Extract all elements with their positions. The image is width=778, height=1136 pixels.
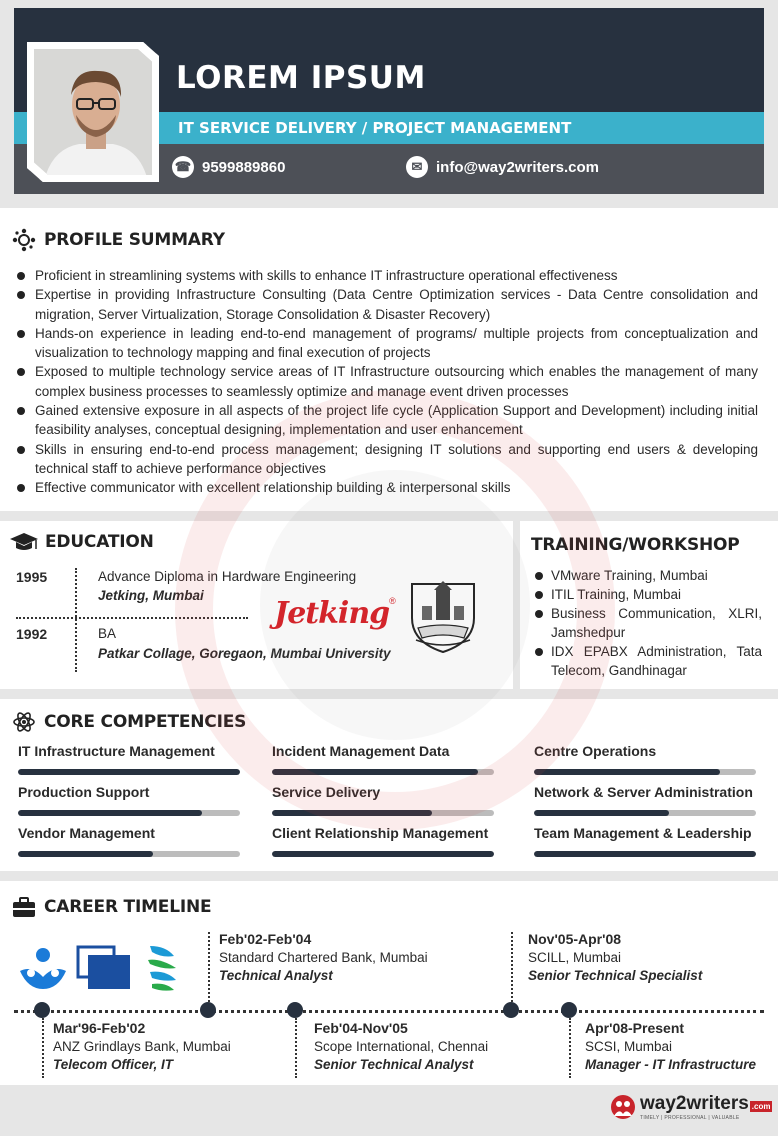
timeline-date: Feb'04-Nov'05 bbox=[314, 1020, 408, 1036]
section-title: PROFILE SUMMARY bbox=[44, 230, 225, 250]
competency-bar bbox=[272, 769, 494, 775]
candidate-name: LOREM IPSUM bbox=[176, 60, 426, 96]
education-heading bbox=[9, 531, 154, 553]
timeline-connector bbox=[511, 932, 513, 1002]
brand-name: way2writers bbox=[640, 1093, 749, 1114]
email-address: info@way2writers.com bbox=[436, 158, 600, 176]
education-divider-horizontal bbox=[16, 617, 248, 619]
list-item: Skills in ensuring end-to-end process management; designing IT solutions and supporting end users & developing technical staff to achieve performance objectives bbox=[16, 440, 758, 479]
atom-icon bbox=[12, 710, 36, 734]
brand-tagline: TIMELY | PROFESSIONAL | VALUABLE bbox=[640, 1115, 740, 1121]
section-title: CORE COMPETENCIES bbox=[44, 712, 247, 732]
education-year: 1995 bbox=[16, 569, 48, 585]
timeline-entry bbox=[585, 1020, 756, 1072]
scope-logo-icon bbox=[76, 945, 132, 991]
section-title: CAREER TIMELINE bbox=[44, 897, 212, 917]
timeline-marker bbox=[287, 1002, 303, 1018]
email-contact bbox=[406, 156, 599, 178]
phone-contact bbox=[172, 156, 285, 178]
competency-bar-fill bbox=[18, 769, 240, 775]
training-list bbox=[532, 566, 762, 680]
list-item: Gained extensive exposure in all aspects of the project life cycle (Application Support and Development) including initial feasibility analyses, conceptual designing, implementation and user enhancement bbox=[16, 401, 758, 440]
competency-bar bbox=[534, 769, 756, 775]
competency-bar bbox=[18, 769, 240, 775]
competency-label: Centre Operations bbox=[534, 743, 657, 759]
list-item: Proficient in streamlining systems with skills to enhance IT infrastructure operational effectiveness bbox=[16, 266, 758, 285]
timeline-date: Mar'96-Feb'02 bbox=[53, 1020, 146, 1036]
person-photo-icon bbox=[34, 49, 152, 175]
education-degree: BA bbox=[98, 626, 117, 641]
timeline-role: Senior Technical Analyst bbox=[314, 1057, 474, 1072]
timeline-role: Manager - IT Infrastructure bbox=[585, 1057, 757, 1072]
competency-label: Incident Management Data bbox=[272, 743, 450, 759]
phone-number: 9599889860 bbox=[202, 158, 286, 176]
registered-mark: ® bbox=[389, 596, 396, 606]
brand-suffix: .com bbox=[751, 1102, 771, 1111]
phone-icon: ☎ bbox=[172, 156, 194, 178]
timeline-marker bbox=[561, 1002, 577, 1018]
competency-bar-fill bbox=[18, 851, 153, 857]
timeline-connector bbox=[208, 932, 210, 1002]
timeline-connector bbox=[295, 1018, 297, 1078]
profile-summary-list bbox=[16, 266, 758, 498]
competency-bar-fill bbox=[534, 810, 669, 816]
competency-label: Production Support bbox=[18, 784, 150, 800]
timeline-marker bbox=[200, 1002, 216, 1018]
timeline-connector bbox=[569, 1018, 571, 1078]
timeline-entry bbox=[219, 931, 428, 983]
education-year: 1992 bbox=[16, 626, 48, 642]
competency-bar bbox=[18, 810, 240, 816]
briefcase-icon bbox=[12, 896, 36, 918]
education-institution: Jetking, Mumbai bbox=[98, 588, 204, 603]
competency-label: IT Infrastructure Management bbox=[18, 743, 215, 759]
competency-bar bbox=[272, 851, 494, 857]
timeline-entry bbox=[53, 1020, 231, 1072]
section-title: EDUCATION bbox=[45, 532, 154, 552]
timeline-heading bbox=[12, 896, 211, 918]
timeline-date: Apr'08-Present bbox=[585, 1020, 685, 1036]
timeline-marker bbox=[503, 1002, 519, 1018]
timeline-company: Scope International, Chennai bbox=[314, 1039, 489, 1054]
timeline-role: Telecom Officer, IT bbox=[53, 1057, 174, 1072]
competency-bar bbox=[534, 851, 756, 857]
list-item: Exposed to multiple technology service areas of IT Infrastructure outsourcing which enables the management of many complex business processes to seamlessly optimize and manage event driven processes bbox=[16, 362, 758, 401]
training-title: TRAINING/WORKSHOP bbox=[531, 535, 740, 555]
way2writers-logo-icon bbox=[610, 1094, 636, 1120]
timeline-connector bbox=[42, 1018, 44, 1078]
list-item: Expertise in providing Infrastructure Consulting (Data Centre Optimization services - Data Centre consolidation and migration, Server Virtualization, Storage Consolidation & Disaster Recovery) bbox=[16, 285, 758, 324]
standard-chartered-logo-icon bbox=[146, 944, 180, 992]
timeline-entry bbox=[528, 931, 702, 983]
profile-photo bbox=[27, 42, 159, 182]
timeline-axis bbox=[14, 1010, 764, 1013]
timeline-entry bbox=[314, 1020, 488, 1072]
list-item: IDX EPABX Administration, Tata Telecom, Gandhinagar bbox=[532, 642, 762, 680]
timeline-company: Standard Chartered Bank, Mumbai bbox=[219, 950, 428, 965]
competency-bar bbox=[18, 851, 240, 857]
competency-bar bbox=[534, 810, 756, 816]
profile-summary-heading bbox=[12, 228, 225, 252]
education-divider-vertical bbox=[75, 568, 77, 672]
list-item: VMware Training, Mumbai bbox=[532, 566, 762, 585]
university-crest-icon bbox=[404, 578, 482, 656]
jetking-logo-text: Jetking bbox=[274, 596, 390, 631]
competency-bar-fill bbox=[272, 810, 432, 816]
list-item: Effective communicator with excellent relationship building & interpersonal skills bbox=[16, 478, 758, 497]
mail-icon: ✉ bbox=[406, 156, 428, 178]
competency-label: Network & Server Administration bbox=[534, 784, 753, 800]
competencies-heading bbox=[12, 710, 246, 734]
timeline-company: SCILL, Mumbai bbox=[528, 950, 622, 965]
timeline-role: Technical Analyst bbox=[219, 968, 333, 983]
competency-bar-fill bbox=[272, 851, 494, 857]
education-institution: Patkar Collage, Goregaon, Mumbai University bbox=[98, 646, 391, 661]
timeline-company: SCSI, Mumbai bbox=[585, 1039, 673, 1054]
competency-bar-fill bbox=[534, 851, 756, 857]
competency-label: Client Relationship Management bbox=[272, 825, 489, 841]
competency-bar-fill bbox=[534, 769, 720, 775]
graduation-cap-icon bbox=[9, 531, 39, 553]
timeline-date: Nov'05-Apr'08 bbox=[528, 931, 622, 947]
education-degree: Advance Diploma in Hardware Engineering bbox=[98, 569, 357, 584]
timeline-company: ANZ Grindlays Bank, Mumbai bbox=[53, 1039, 231, 1054]
timeline-date: Feb'02-Feb'04 bbox=[219, 931, 312, 947]
competency-label: Team Management & Leadership bbox=[534, 825, 752, 841]
competency-bar-fill bbox=[272, 769, 478, 775]
competency-label: Vendor Management bbox=[18, 825, 155, 841]
competency-label: Service Delivery bbox=[272, 784, 381, 800]
list-item: Hands-on experience in leading end-to-end management of programs/ multiple projects from conceptualization and visualization to technology mapping and final execution of projects bbox=[16, 324, 758, 363]
candidate-role: IT SERVICE DELIVERY / PROJECT MANAGEMENT bbox=[178, 119, 572, 137]
network-icon bbox=[12, 228, 36, 252]
competency-bar-fill bbox=[18, 810, 202, 816]
jetking-logo bbox=[274, 596, 396, 631]
timeline-marker bbox=[34, 1002, 50, 1018]
footer-brand bbox=[610, 1093, 772, 1121]
list-item: Business Communication, XLRI, Jamshedpur bbox=[532, 604, 762, 642]
list-item: ITIL Training, Mumbai bbox=[532, 585, 762, 604]
timeline-role: Senior Technical Specialist bbox=[528, 968, 703, 983]
anz-logo-icon bbox=[18, 943, 68, 991]
competency-bar bbox=[272, 810, 494, 816]
